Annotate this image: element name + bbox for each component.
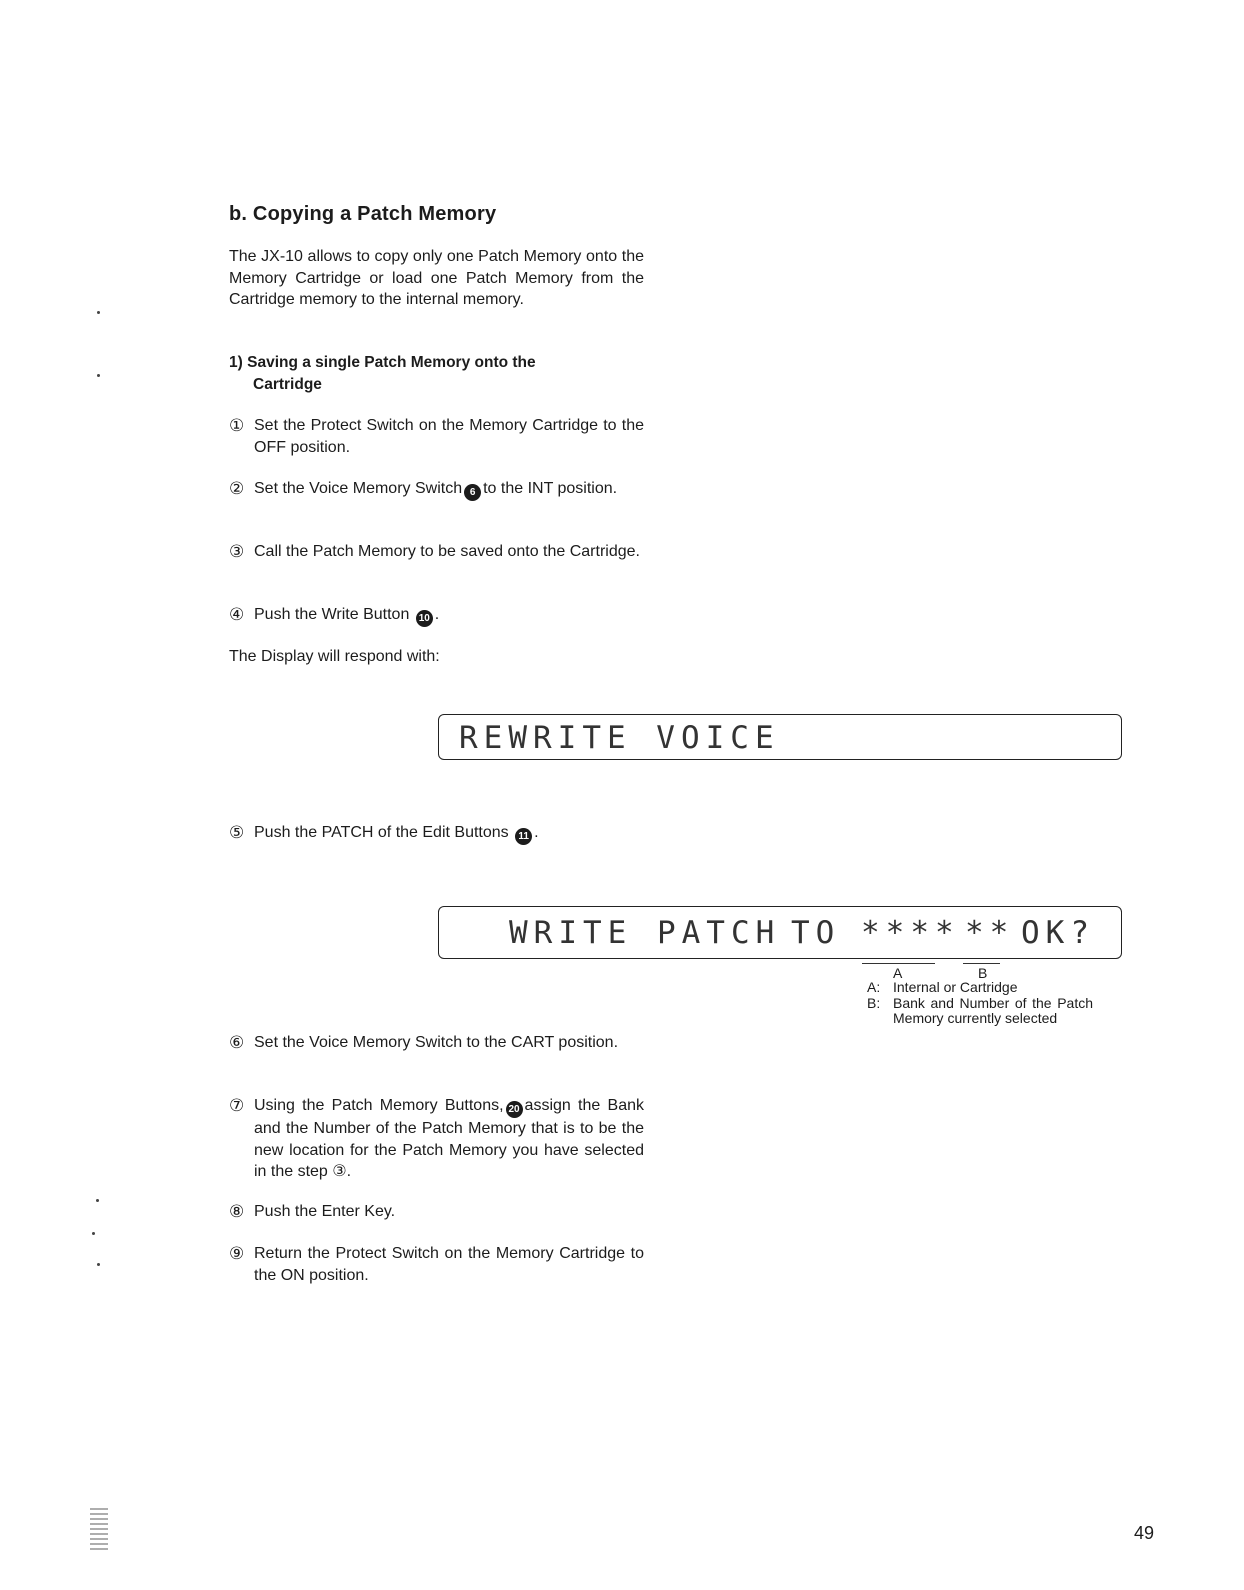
step-number: ② bbox=[229, 479, 245, 498]
step-8 bbox=[229, 1201, 644, 1223]
step-4 bbox=[229, 604, 644, 627]
underline-a bbox=[862, 963, 935, 964]
step-number: ⑥ bbox=[229, 1033, 245, 1052]
lcd-to-text: TO bbox=[791, 915, 841, 951]
subsection-heading bbox=[229, 352, 536, 395]
step-text: Set the Protect Switch on the Memory Cartridge to the OFF position. bbox=[254, 417, 644, 456]
step-text: Call the Patch Memory to be saved onto the Cartridge. bbox=[254, 543, 640, 560]
lcd-ok-prompt: OK? bbox=[1021, 915, 1095, 951]
scan-speck bbox=[97, 374, 100, 377]
scan-noise bbox=[90, 1508, 108, 1550]
lcd-display-write-patch bbox=[438, 906, 1122, 959]
step-number: ① bbox=[229, 416, 245, 435]
legend-label-b: B bbox=[978, 965, 988, 981]
lcd-area-b: ** bbox=[965, 915, 1015, 951]
step-9 bbox=[229, 1243, 644, 1286]
scan-speck bbox=[97, 1263, 100, 1266]
reference-marker: 11 bbox=[515, 828, 532, 845]
step-number: ④ bbox=[229, 605, 245, 624]
intro-paragraph: The JX-10 allows to copy only one Patch Memory onto the Memory Cartridge or load one Patch Memory from the Cartridge memory to the internal memory. bbox=[229, 248, 644, 308]
subsection-title-line1: Saving a single Patch Memory onto the bbox=[247, 354, 536, 371]
scan-speck bbox=[97, 311, 100, 314]
step-5 bbox=[229, 822, 644, 845]
step-number: ⑨ bbox=[229, 1244, 245, 1263]
legend-label-a: A bbox=[893, 965, 903, 981]
step-text: Set the Voice Memory Switch to the CART position. bbox=[254, 1034, 619, 1051]
step-6 bbox=[229, 1032, 644, 1054]
step-number: ⑤ bbox=[229, 823, 245, 842]
step-3 bbox=[229, 541, 644, 563]
display-intro: The Display will respond with: bbox=[229, 648, 440, 665]
section-title: b. Copying a Patch Memory bbox=[229, 203, 497, 225]
step-7 bbox=[229, 1095, 644, 1183]
lcd-display-rewrite-voice: REWRITE VOICE bbox=[438, 714, 1122, 760]
legend-a-text: Internal or Cartridge bbox=[893, 979, 1018, 995]
underline-b bbox=[963, 963, 1000, 964]
step-number: ③ bbox=[229, 542, 245, 561]
legend-b-key: B: bbox=[867, 995, 881, 1011]
step-number: ⑧ bbox=[229, 1202, 245, 1221]
reference-marker: 20 bbox=[506, 1101, 523, 1118]
step-1 bbox=[229, 415, 644, 458]
step-text: Push the Enter Key. bbox=[254, 1203, 396, 1220]
legend-b-text: Bank and Number of the Patch Memory currently selected bbox=[893, 995, 1093, 1026]
reference-marker: 10 bbox=[416, 610, 433, 627]
lcd-write-patch-text: WRITE PATCH bbox=[509, 915, 781, 951]
scan-speck bbox=[92, 1232, 95, 1235]
lcd-area-a: **** bbox=[861, 915, 960, 951]
step-number: ⑦ bbox=[229, 1096, 245, 1115]
subsection-number: 1) bbox=[229, 354, 243, 371]
step-text: Push the PATCH of the Edit Buttons 11 . bbox=[254, 822, 644, 845]
step-text: Set the Voice Memory Switch 6 to the INT position. bbox=[254, 478, 644, 501]
step-text: Push the Write Button 10 . bbox=[254, 604, 644, 627]
subsection-title-line2: Cartridge bbox=[253, 375, 322, 393]
legend-a-key: A: bbox=[867, 979, 881, 995]
step-2 bbox=[229, 478, 644, 501]
reference-marker: 6 bbox=[464, 484, 481, 501]
page-number: 49 bbox=[1134, 1523, 1155, 1543]
scan-speck bbox=[96, 1199, 99, 1202]
step-text: Return the Protect Switch on the Memory Cartridge to the ON position. bbox=[254, 1245, 644, 1284]
step-text: Using the Patch Memory Buttons, 20 assign the Bank and the Number of the Patch Memory that is to be the new location for the Patch Memory you have selected in the step ③. bbox=[254, 1097, 645, 1180]
